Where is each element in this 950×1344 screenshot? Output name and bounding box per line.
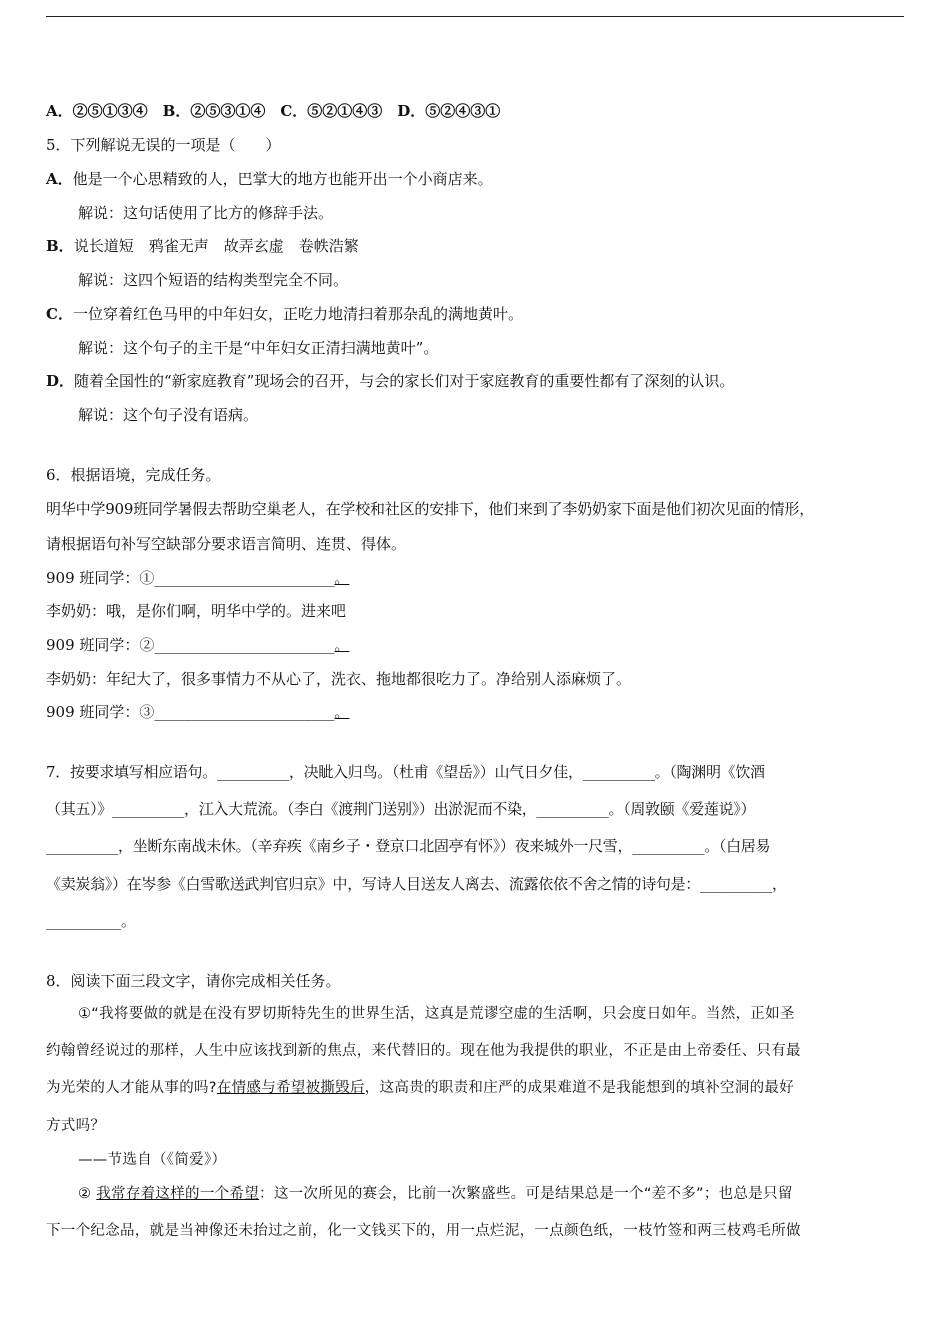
q7-line-4: 《卖炭翁》）在岑参《白雪歌送武判官归京》中，写诗人目送友人离去、流露依依不舍之情的诗句是：__________，	[46, 875, 787, 893]
q5-option-a	[46, 169, 908, 189]
q8-passage-1-line-3	[46, 1078, 904, 1098]
line-end: 。	[334, 703, 350, 721]
q5-note-b: 解说：这四个短语的结构类型完全不同。	[78, 271, 349, 289]
q5-note-a: 解说：这句话使用了比方的修辞手法。	[78, 204, 334, 222]
header-rule	[46, 16, 904, 17]
speaker-line: 909 班同学：②	[46, 636, 155, 654]
passage-number: ②	[78, 1186, 97, 1202]
q7-line-3: __________，坐断东南战未休。（辛弃疾《南乡子・登京口北固亭有怀》）夜来城外一尺雪，__________。（白居易	[46, 837, 771, 855]
q6-dialogue-1	[46, 568, 908, 588]
option-text: 一位穿着红色马甲的中年妇女，正吃力地清扫着那杂乱的满地黄叶。	[72, 305, 523, 323]
q7-line-5: __________。	[46, 912, 137, 930]
q8-stem: 8．阅读下面三段文字，请你完成相关任务。	[46, 972, 341, 990]
option-text: 他是一个心思精致的人，巴掌大的地方也能开出一个小商店来。	[72, 170, 493, 188]
underlined-phrase: 在情感与希望被撕毁后	[216, 1080, 365, 1096]
answer-blank[interactable]: ________________________	[154, 569, 335, 587]
q5-option-b	[46, 236, 908, 256]
q5-note-c: 解说：这个句子的主干是“中年妇女正清扫满地黄叶”。	[78, 339, 439, 357]
q6-dialogue-3	[46, 635, 908, 655]
passage-text: 为光荣的人才能从事的吗?	[46, 1080, 217, 1096]
option-text: 随着全国性的“新家庭教育”现场会的召开，与会的家长们对于家庭教育的重要性都有了深刻的认识。	[74, 372, 735, 390]
passage-text: ，这高贵的职责和庄严的成果难道不是我能想到的填补空洞的最好	[364, 1080, 794, 1096]
q8-passage-1-line-1: ①“我将要做的就是在没有罗切斯特先生的世界生活，这真是荒谬空虚的生活啊，只会度日如年。当然，正如圣	[78, 1006, 795, 1022]
underlined-phrase: 我常存着这样的一个希望	[96, 1186, 260, 1202]
q5-note-d: 解说：这个句子没有语病。	[78, 406, 259, 424]
q7-line-1: 7．按要求填写相应语句。__________，决眦入归鸟。（杜甫《望岳》）山气日夕佳，__________。（陶渊明《饮酒	[46, 763, 765, 781]
q4-options: A．②⑤①③④ B．②⑤③①④ C．⑤②①④③ D．⑤②④③①	[46, 102, 501, 120]
answer-blank[interactable]: ________________________	[154, 703, 335, 721]
option-letter: D．	[46, 372, 75, 390]
q8-source: ——节选自（《简爱》）	[78, 1152, 227, 1168]
q6-dialogue-2: 李奶奶：哦，是你们啊，明华中学的。进来吧	[46, 602, 347, 620]
q6-intro-2: 请根据语句补写空缺部分要求语言简明、连贯、得体。	[46, 535, 407, 553]
q6-intro-1: 明华中学909班同学暑假去帮助空巢老人，在学校和社区的安排下，他们来到了李奶奶家下面是他们初次见面的情形，	[46, 500, 815, 518]
q6-stem: 6．根据语境，完成任务。	[46, 466, 221, 484]
q6-dialogue-5	[46, 702, 908, 722]
q8-passage-1-line-2: 约翰曾经说过的那样，人生中应该找到新的焦点，来代替旧的。现在他为我提供的职业，不正是由上帝委任、只有最	[46, 1043, 801, 1059]
line-end: 。	[334, 569, 350, 587]
q5-option-c	[46, 304, 908, 324]
speaker-line: 909 班同学：①	[46, 569, 155, 587]
q5-option-d	[46, 371, 908, 391]
line-end: 。	[334, 636, 350, 654]
q8-passage-2-line-1	[78, 1184, 904, 1204]
q6-dialogue-4: 李奶奶：年纪大了，很多事情力不从心了，洗衣、拖地都很吃力了。净给别人添麻烦了。	[46, 670, 632, 688]
q7-line-2: （其五）》__________，江入大荒流。（李白《渡荆门送别》）出淤泥而不染，__________。（周敦颐《爱莲说》）	[46, 800, 756, 818]
q8-passage-1-line-4: 方式吗？	[46, 1118, 106, 1134]
answer-blank[interactable]: ________________________	[154, 636, 335, 654]
q8-passage-2-line-2: 下一个纪念品，就是当神像还未抬过之前，化一文钱买下的，用一点烂泥，一点颜色纸，一枝竹签和两三枝鸡毛所做	[46, 1223, 801, 1239]
option-letter: A．	[46, 170, 73, 188]
option-text: 说长道短 鸦雀无声 故弄玄虚 卷帙浩繁	[73, 237, 359, 255]
option-letter: C．	[46, 305, 73, 323]
passage-text: ：这一次所见的赛会，比前一次繁盛些。可是结果总是一个“差不多”；也总是只留	[259, 1186, 793, 1202]
q5-stem: 5．下列解说无误的一项是（ ）	[46, 136, 281, 154]
option-letter: B．	[46, 237, 74, 255]
speaker-line: 909 班同学：③	[46, 703, 155, 721]
